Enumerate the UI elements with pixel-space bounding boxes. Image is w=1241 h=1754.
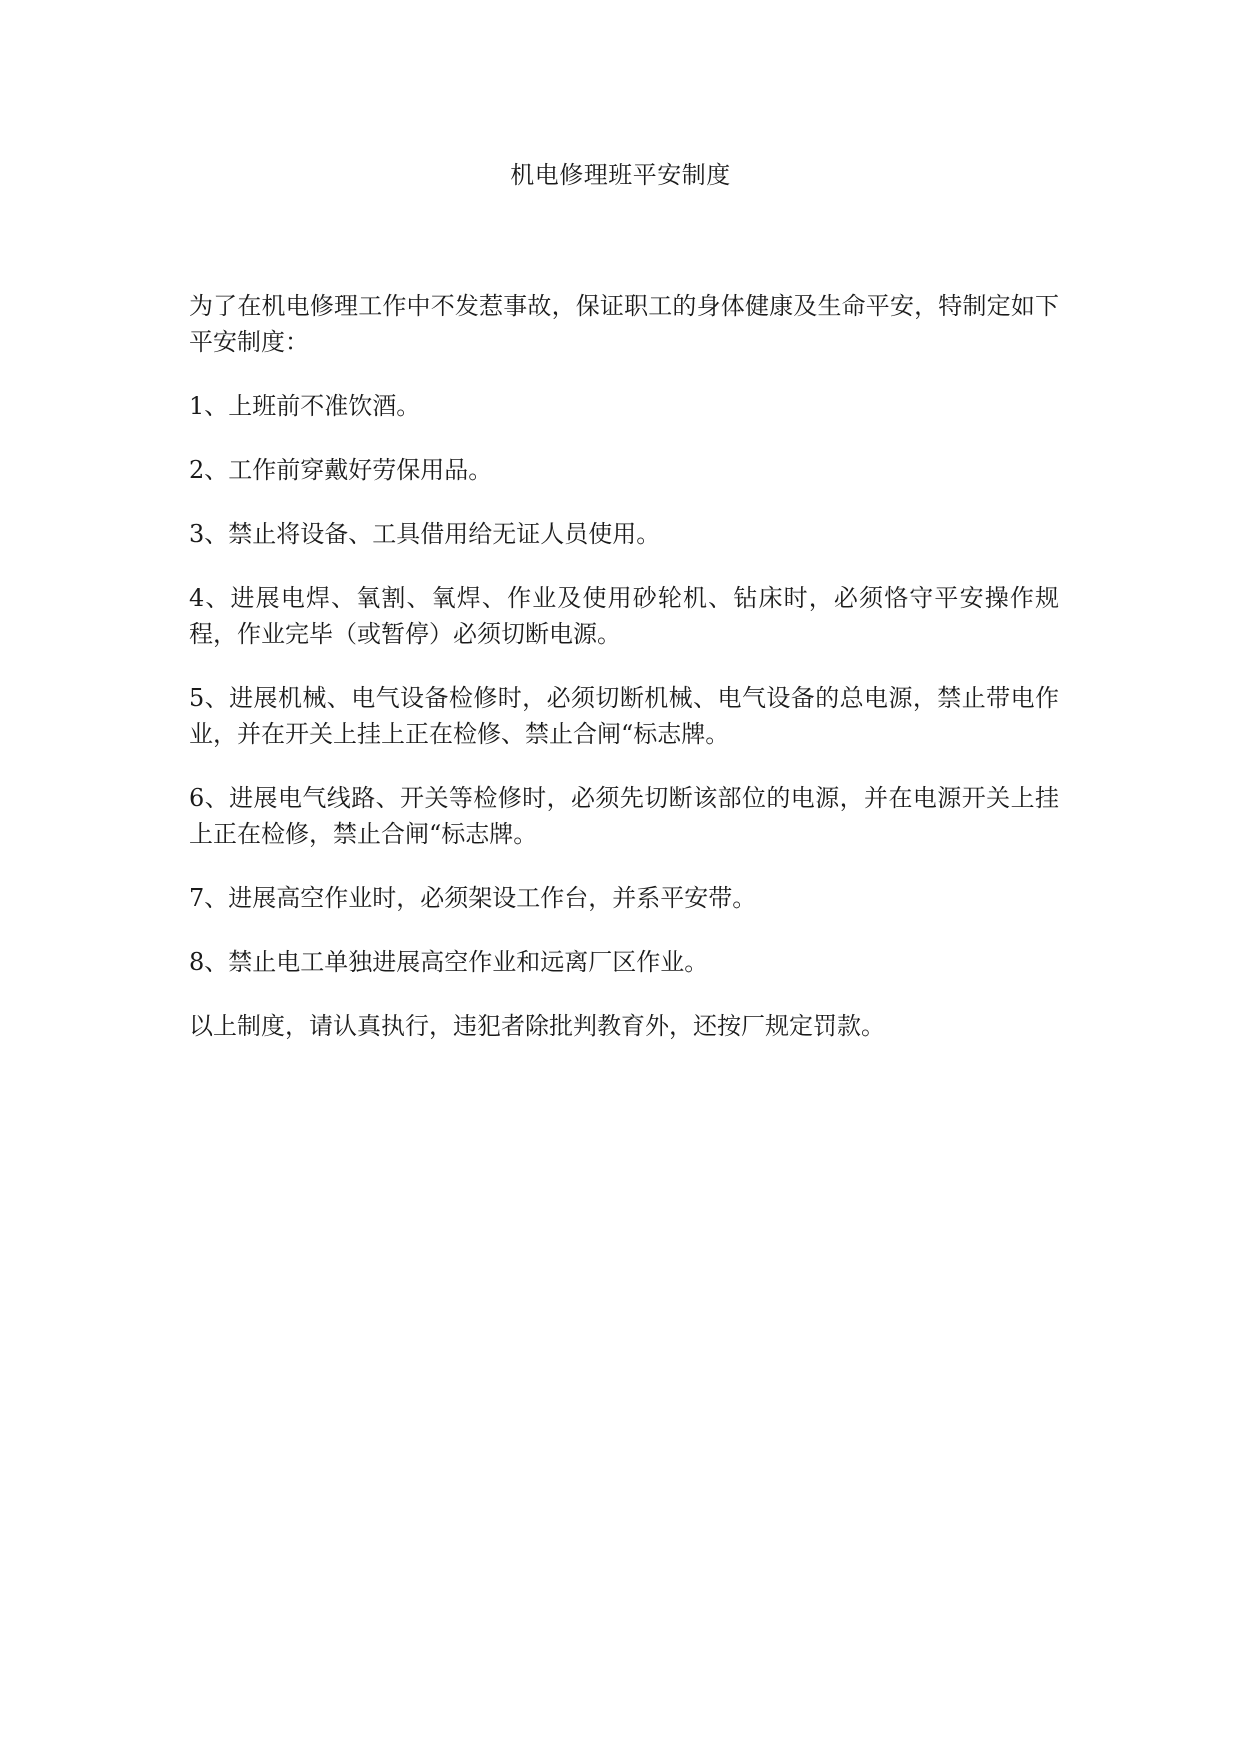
- intro-paragraph: 为了在机电修理工作中不发惹事故，保证职工的身体健康及生命平安，特制定如下平安制度：: [189, 292, 1059, 356]
- closing-paragraph: 以上制度，请认真执行，违犯者除批判教育外，还按厂规定罚款。: [189, 1012, 885, 1040]
- rule-item-1: 1、上班前不准饮酒。: [189, 392, 421, 420]
- rule-item-7: 7、进展高空作业时，必须架设工作台，并系平安带。: [189, 884, 757, 912]
- document-title: 机电修理班平安制度: [510, 161, 731, 189]
- document-body: [189, 288, 1059, 1072]
- rule-item-3: 3、禁止将设备、工具借用给无证人员使用。: [189, 520, 661, 548]
- rule-item-2: 2、工作前穿戴好劳保用品。: [189, 456, 493, 484]
- rule-item-6: 6、进展电气线路、开关等检修时，必须先切断该部位的电源，并在电源开关上挂上正在检修，禁止合闸“标志牌。: [189, 784, 1059, 848]
- rule-item-4: 4、进展电焊、氧割、氧焊、作业及使用砂轮机、钻床时，必须恪守平安操作规程，作业完毕（或暂停）必须切断电源。: [189, 584, 1059, 648]
- rule-item-8: 8、禁止电工单独进展高空作业和远离厂区作业。: [189, 948, 709, 976]
- rule-item-5: 5、进展机械、电气设备检修时，必须切断机械、电气设备的总电源，禁止带电作业，并在开关上挂上正在检修、禁止合闸“标志牌。: [189, 684, 1059, 748]
